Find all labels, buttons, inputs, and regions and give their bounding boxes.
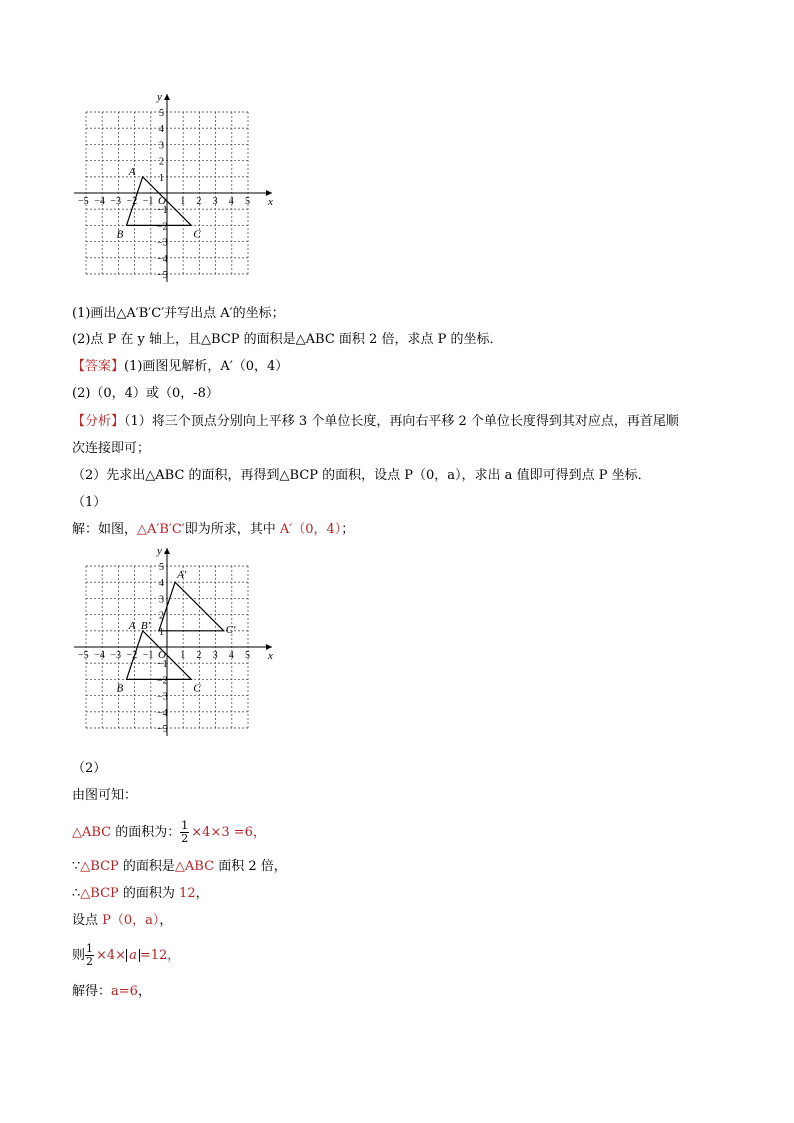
analysis-line-1: [72, 413, 679, 431]
y-tick-label: −5: [157, 270, 168, 281]
y-tick-label: −5: [157, 724, 168, 735]
because-mid: 的面积是: [118, 859, 175, 874]
area-abc-tri: △ABC: [72, 825, 112, 840]
point-a-label: A: [128, 165, 136, 178]
answer-1: (1)画图见解析，A′（0，4）: [124, 359, 289, 374]
then-prefix: 则: [72, 948, 86, 963]
sol1-end: ；: [341, 522, 355, 537]
question-2: (2)点 P 在 y 轴上，且△BCP 的面积是△ABC 面积 2 倍，求点 P 的坐标．: [72, 332, 503, 347]
fraction-half-2: [85, 943, 94, 968]
x-tick-label: −3: [110, 650, 122, 661]
y-tick-label: 4: [159, 124, 164, 136]
from-figure: 由图可知：: [72, 788, 138, 803]
y-tick-label: −4: [157, 253, 168, 265]
origin-label: O: [158, 649, 166, 661]
x-tick-label: 5: [245, 650, 250, 661]
x-tick-label: 2: [196, 650, 202, 661]
y-tick-label: 2: [159, 156, 164, 168]
analysis-line-1b: 次连接即可；: [72, 441, 151, 456]
solution-1: [72, 521, 354, 539]
x-tick-label: 5: [245, 196, 250, 207]
point-b-label: B: [116, 682, 124, 695]
y-tick-label: 3: [159, 140, 164, 152]
therefore-end: ，: [195, 886, 209, 901]
solve-value: a=6: [111, 984, 138, 999]
because-abc: △ABC: [174, 859, 215, 874]
point-b-label: B: [116, 228, 124, 241]
x-tick-label: 4: [228, 196, 234, 207]
sol1-coord: A′（0，4）: [279, 522, 342, 537]
point-a-prime-label: A′: [177, 569, 187, 582]
y-tick-label: 5: [159, 108, 164, 119]
question-1: (1)画出△A′B′C′并写出点 A′的坐标；: [72, 306, 285, 321]
y-tick-label: 1: [159, 626, 164, 638]
analysis-line-2: （2）先求出△ABC 的面积，再得到△BCP 的面积，设点 P（0，a），求出 a 值即可得到点 P 坐标．: [72, 468, 651, 483]
y-tick-label: −1: [157, 659, 168, 671]
let-point: P（0，a）: [102, 913, 160, 928]
y-tick-label: 2: [159, 610, 164, 622]
therefore-bcp: △BCP: [80, 886, 119, 901]
x-tick-label: 1: [180, 650, 186, 661]
let-end: ，: [159, 913, 173, 928]
because-end: 面积 2 倍，: [214, 859, 287, 874]
point-c-label: C: [193, 682, 201, 695]
fraction-half: [180, 820, 189, 845]
x-tick-label: 3: [212, 650, 218, 661]
point-a-label: A: [128, 619, 136, 632]
x-axis-label: x: [268, 650, 273, 662]
x-tick-label: −1: [142, 196, 154, 207]
then-mid: ×4×: [96, 948, 127, 963]
part-2-label: （2）: [72, 761, 107, 776]
sol1-prefix: 解：如图，: [72, 522, 138, 537]
y-tick-label: −1: [157, 205, 168, 217]
x-tick-label: −3: [110, 196, 122, 207]
frac2-num: 1: [86, 942, 94, 955]
because-line: [72, 858, 287, 876]
coordinate-figure-2: [70, 546, 280, 746]
x-tick-label: −2: [126, 650, 138, 661]
analysis-1: （1）将三个顶点分别向上平移 3 个单位长度，再向右平移 2 个单位长度得到其对应点，再首尾顺: [124, 414, 679, 429]
then-abs: a: [126, 949, 140, 962]
y-tick-label: −3: [157, 237, 168, 249]
point-c-prime-label: C′: [225, 623, 236, 636]
coordinate-figure-1: [70, 92, 280, 292]
solve-end: ，: [137, 984, 151, 999]
x-tick-label: −4: [94, 650, 105, 661]
x-tick-label: −4: [94, 196, 105, 207]
x-tick-label: −1: [142, 650, 154, 661]
triangle-a2b2c2: [159, 582, 224, 631]
y-tick-label: 3: [159, 594, 164, 606]
because-sym: ∵: [72, 859, 81, 874]
therefore-line: [72, 885, 209, 903]
let-prefix: 设点: [72, 913, 103, 928]
x-tick-label: −5: [78, 650, 89, 661]
analysis-tag: 【分析】: [72, 414, 125, 429]
x-tick-label: 2: [196, 196, 202, 207]
y-axis-arrow: [164, 548, 170, 554]
x-axis-label: x: [268, 196, 273, 208]
frac-num: 1: [181, 819, 189, 832]
therefore-sym: ∴: [72, 886, 81, 901]
y-tick-label: −2: [157, 675, 168, 687]
x-tick-label: 3: [212, 196, 218, 207]
y-axis-label: y: [157, 92, 162, 103]
because-bcp: △BCP: [80, 859, 119, 874]
answer-line-2: (2)（0，4）或（0，-8）: [72, 386, 219, 401]
y-tick-label: −3: [157, 691, 168, 703]
then-line: [72, 938, 180, 974]
frac-den: 2: [181, 832, 189, 845]
point-b-prime-label: B′: [140, 619, 151, 632]
sol1-mid: 即为所求，其中: [184, 522, 280, 537]
origin-label: O: [158, 195, 166, 207]
y-axis-label: y: [157, 546, 162, 557]
y-tick-label: −4: [157, 707, 168, 719]
area-abc-label: 的面积为：: [111, 825, 181, 840]
then-end: =12，: [139, 948, 181, 963]
coordinate-grid-2: [70, 546, 280, 746]
point-c-label: C: [193, 228, 201, 241]
y-tick-label: 1: [159, 172, 164, 184]
therefore-mid: 的面积为: [118, 886, 180, 901]
y-axis-arrow: [164, 94, 170, 100]
answer-line-1: [72, 358, 288, 376]
area-abc-expr: ×4×3 =6，: [191, 825, 266, 840]
therefore-value: 12: [179, 886, 196, 901]
y-tick-label: 5: [159, 562, 164, 573]
area-abc-line: [72, 815, 266, 851]
x-tick-label: 1: [180, 196, 186, 207]
coordinate-grid-1: [70, 92, 280, 292]
solve-line: [72, 983, 151, 1001]
answer-tag: 【答案】: [72, 359, 125, 374]
let-line: [72, 912, 172, 930]
x-tick-label: −2: [126, 196, 138, 207]
x-tick-label: −5: [78, 196, 89, 207]
solve-prefix: 解得：: [72, 984, 112, 999]
x-tick-label: 4: [228, 650, 234, 661]
y-tick-label: 4: [159, 578, 164, 590]
part-1-label: （1）: [72, 495, 107, 510]
frac2-den: 2: [86, 955, 94, 968]
sol1-triangle: △A′B′C′: [137, 522, 185, 537]
y-tick-label: −2: [157, 221, 168, 233]
